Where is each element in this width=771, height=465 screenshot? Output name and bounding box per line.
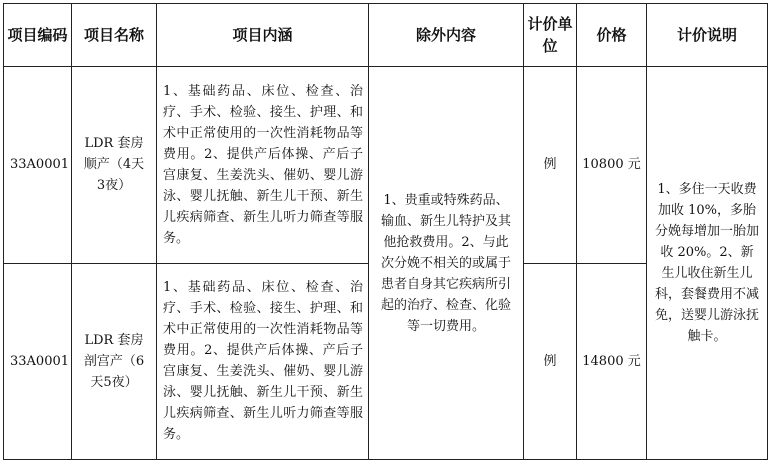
item-price: 10800 元 <box>577 67 647 264</box>
item-name: LDR 套房顺产（4天3夜） <box>72 67 157 264</box>
item-name: LDR 套房剖宫产（6天5夜） <box>72 263 157 460</box>
item-content: 1、基础药品、床位、检查、治疗、手术、检验、接生、护理、和术中正常使用的一次性消耗物品等费用。2、提供产后体操、产后子宫康复、生姜洗头、催奶、婴儿游泳、婴儿抚触、新生儿干预、新生儿疾病筛查、新生儿听力筛查等服务。 <box>157 263 369 460</box>
pricing-note-cell: 1、多住一天收费加收 10%，多胎分娩每增加一胎加收 20%。2、新生儿收住新生儿科，套餐费用不减免，送婴儿游泳抚触卡。 <box>647 67 768 460</box>
item-unit: 例 <box>524 263 577 460</box>
header-price: 价格 <box>577 4 647 67</box>
item-unit: 例 <box>524 67 577 264</box>
header-row <box>4 4 768 67</box>
header-content: 项目内涵 <box>157 4 369 67</box>
header-name: 项目名称 <box>72 4 157 67</box>
header-note: 计价说明 <box>647 4 768 67</box>
item-price: 14800 元 <box>577 263 647 460</box>
table-row <box>4 67 768 264</box>
header-code: 项目编码 <box>4 4 72 67</box>
item-code: 33A0001 <box>4 67 72 264</box>
exclusions-cell: 1、贵重或特殊药品、输血、新生儿特护及其他抢救费用。2、与此次分娩不相关的或属于患者自身其它疾病所引起的治疗、检查、化验等一切费用。 <box>369 67 524 460</box>
item-content: 1、基础药品、床位、检查、治疗、手术、检验、接生、护理、和术中正常使用的一次性消耗物品等费用。2、提供产后体操、产后子宫康复、生姜洗头、催奶、婴儿游泳、婴儿抚触、新生儿干预、新生儿疾病筛查、新生儿听力筛查等服务。 <box>157 67 369 264</box>
item-code: 33A0001 <box>4 263 72 460</box>
header-exclusions: 除外内容 <box>369 4 524 67</box>
header-unit: 计价单位 <box>524 4 577 67</box>
price-table <box>3 3 768 460</box>
